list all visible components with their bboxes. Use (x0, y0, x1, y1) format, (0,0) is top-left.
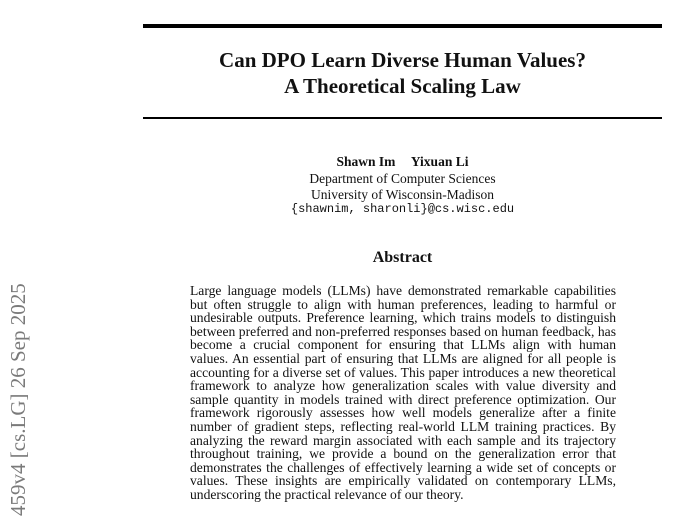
paper-title-line-1: Can DPO Learn Diverse Human Values? (219, 48, 586, 72)
author-email: {shawnim, sharonli}@cs.wisc.edu (290, 202, 515, 216)
author-name: Shawn Im (336, 154, 396, 169)
arxiv-identifier-stamp: 459v4 [cs.LG] 26 Sep 2025 (6, 283, 30, 516)
affiliation-department: Department of Computer Sciences (309, 171, 496, 186)
author-list (143, 154, 662, 170)
title-top-rule (143, 24, 662, 28)
paper-title-line-2: A Theoretical Scaling Law (284, 74, 521, 98)
title-bottom-rule (143, 117, 662, 119)
author-name: Yixuan Li (410, 154, 469, 169)
affiliation-university: University of Wisconsin-Madison (311, 187, 494, 202)
abstract-heading: Abstract (372, 249, 433, 266)
abstract-body: Large language models (LLMs) have demonstrated remarkable capabilities but often struggle to align with human preferences, leading to harmful or undesirable outputs. Preference learning, which trains models to distinguish between preferred and non-preferred responses based on human feedback, has become a crucial component for ensuring that LLMs align with human values. An essential part of ensuring that LLMs are aligned for all people is accounting for a diverse set of values. This paper introduces a new theoretical framework to analyze how generalization scales with value diversity and sample quantity in models trained with direct preference optimization. Our framework rigorously assesses how well models generalize after a finite number of gradient steps, reflecting real-world LLM training practices. By analyzing the reward margin associated with each sample and its trajectory throughout training, we provide a bound on the generalization error that demonstrates the challenges of effectively learning a wide set of concepts or values. These insights are empirically validated on contemporary LLMs, underscoring the practical relevance of our theory. (190, 283, 616, 502)
